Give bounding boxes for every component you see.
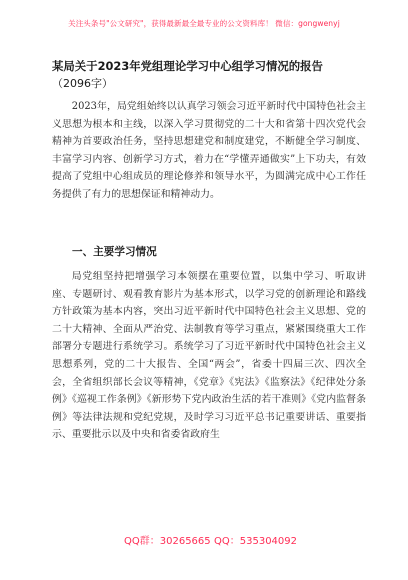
- document-title: 某局关于2023年党组理论学习中心组学习情况的报告: [52, 59, 323, 73]
- body-paragraph: 局党组坚持把增强学习本领摆在重要位置，以集中学习、听取讲座、专题研讨、观看教育影片为基本形式，以学习党的创新理论和路线方针政策为基本内容，突出习近平新时代中国特色社会主义思想、党的二十大精神、全面从严治党、法制教育等学习重点，紧紧围绕重大工作部署分专题进行系统学习。系统学习了习近平新时代中国特色社会主义思想系列，党的二十大报告、全国“两会”，省委十四届三次、四次全会，全省组织部长会议等精神，《党章》《宪法》《监察法》《纪律处分条例》《巡视工作条例》《新形势下党内政治生活的若干准则》《党内监督条例》等法律法规和党纪党规，及时学习习近平总书记重要讲话、重要指示、重要批示以及中央和省委省政府生: [52, 271, 366, 441]
- footer-qq-group: QQ群：30265665: [124, 536, 211, 547]
- body-paragraph: 2023年，局党组始终以认真学习领会习近平新时代中国特色社会主义思想为根本和主线，以深入学习贯彻党的二十大和省第十四次党代会精神为首要政治任务，坚持思想建党和制度建党，不断健全学习制度、丰富学习内容、创新学习方式，着力在“学懂弄通做实”上下功夫，有效提高了党组中心组成员的理论修养和领导水平，为圆满完成中心工作任务提供了有力的思想保证和精神动力。: [52, 101, 366, 200]
- footer-bar: [0, 530, 408, 550]
- header-banner-text: 关注头条号"公文研究"，获得最新最全最专业的公文资料库！ 微信：gongwenyj: [68, 18, 340, 28]
- header-banner: [0, 0, 408, 46]
- section-heading: 一、主要学习情况: [72, 246, 157, 258]
- word-count: （2096字）: [52, 77, 113, 90]
- footer-qq-contact: QQ：535304092: [214, 536, 298, 547]
